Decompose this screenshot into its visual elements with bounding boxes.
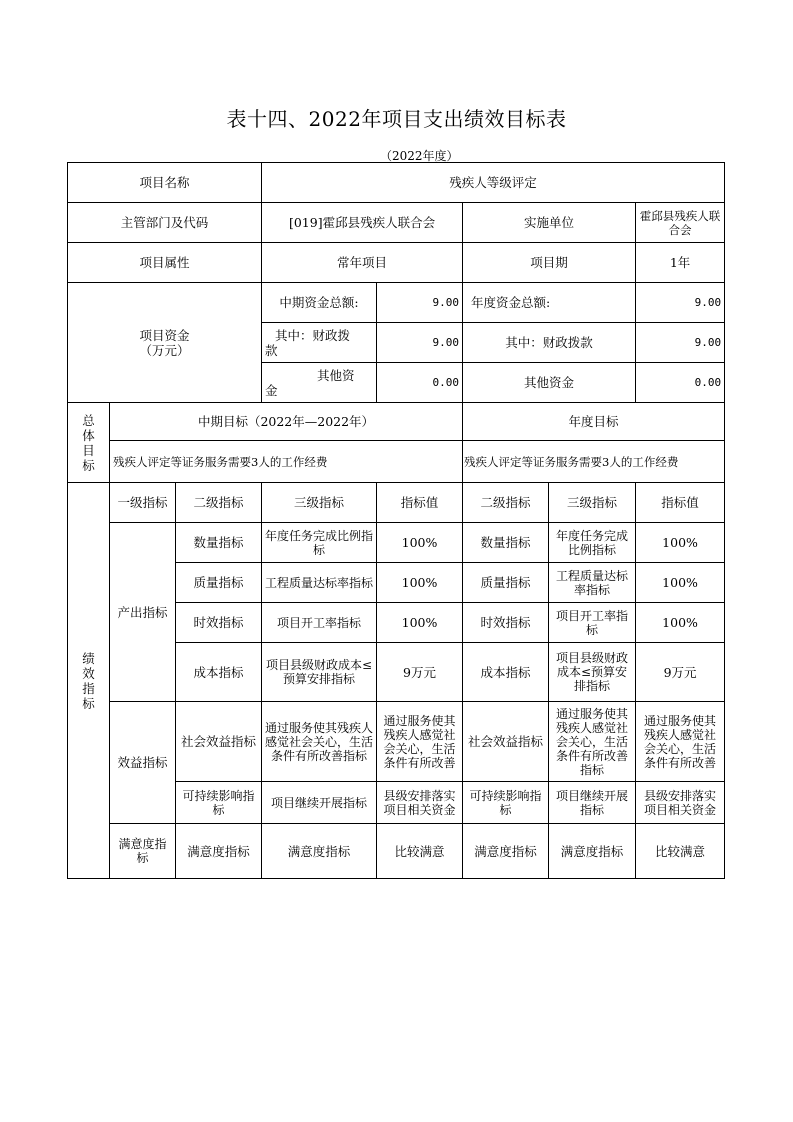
overall-goal-label xyxy=(68,403,110,483)
project-period-label: 项目期 xyxy=(463,243,636,283)
satisfaction-indicator-label: 满意度指标 xyxy=(110,824,176,879)
project-name-label: 项目名称 xyxy=(68,163,262,203)
timeliness-value-annual: 100% xyxy=(636,603,725,643)
implementing-unit-value: 霍邱县残疾人联合会 xyxy=(636,203,725,243)
sustain-l3-annual: 项目继续开展指标 xyxy=(549,782,636,824)
header-value-annual: 指标值 xyxy=(636,483,725,523)
satisfaction-value: 比较满意 xyxy=(377,824,463,879)
cost-l3: 项目县级财政成本≤预算安排指标 xyxy=(262,643,377,702)
row-funds-total xyxy=(68,283,725,323)
social-value: 通过服务使其残疾人感觉社会关心，生活条件有所改善 xyxy=(377,702,463,782)
timeliness-l3: 项目开工率指标 xyxy=(262,603,377,643)
timeliness-l2-annual: 时效指标 xyxy=(463,603,549,643)
cost-l3-annual: 项目县级财政成本≤预算安排指标 xyxy=(549,643,636,702)
mid-fiscal-label xyxy=(262,323,377,363)
quantity-l3-annual: 年度任务完成比例指标 xyxy=(549,523,636,563)
perf-char-3: 指 xyxy=(82,680,95,696)
annual-fiscal-label: 其中：财政拨款 xyxy=(463,323,636,363)
annual-goal-content: 残疾人评定等证务服务需要3人的工作经费 xyxy=(463,441,725,483)
funds-label-line1: 项目资金 xyxy=(139,327,190,343)
satisfaction-l2-annual: 满意度指标 xyxy=(463,824,549,879)
mid-fiscal-value: 9.00 xyxy=(377,323,463,363)
header-level2: 二级指标 xyxy=(176,483,262,523)
project-attribute-value: 常年项目 xyxy=(262,243,463,283)
satisfaction-value-annual: 比较满意 xyxy=(636,824,725,879)
sustain-l2-annual: 可持续影响指标 xyxy=(463,782,549,824)
satisfaction-l2: 满意度指标 xyxy=(176,824,262,879)
mid-fiscal-label-line1: 其中：财政拨 xyxy=(275,327,351,343)
annual-goal-header: 年度目标 xyxy=(463,403,725,441)
funds-label-line2: （万元） xyxy=(139,342,190,358)
quality-l2: 质量指标 xyxy=(176,563,262,603)
header-value: 指标值 xyxy=(377,483,463,523)
social-l3: 通过服务使其残疾人感觉社会关心，生活条件有所改善指标 xyxy=(262,702,377,782)
timeliness-l2: 时效指标 xyxy=(176,603,262,643)
quantity-value: 100% xyxy=(377,523,463,563)
mid-total-label: 中期资金总额: xyxy=(262,283,377,323)
benefit-indicator-label: 效益指标 xyxy=(110,702,176,824)
quantity-value-annual: 100% xyxy=(636,523,725,563)
quantity-l2-annual: 数量指标 xyxy=(463,523,549,563)
row-social xyxy=(68,702,725,782)
annual-total-label: 年度资金总额: xyxy=(463,283,636,323)
performance-indicator-label xyxy=(68,483,110,879)
annual-other-value: 0.00 xyxy=(636,363,725,403)
social-l2-annual: 社会效益指标 xyxy=(463,702,549,782)
quality-l2-annual: 质量指标 xyxy=(463,563,549,603)
output-indicator-label: 产出指标 xyxy=(110,523,176,702)
satisfaction-l3-annual: 满意度指标 xyxy=(549,824,636,879)
social-value-annual: 通过服务使其残疾人感觉社会关心，生活条件有所改善 xyxy=(636,702,725,782)
timeliness-l3-annual: 项目开工率指标 xyxy=(549,603,636,643)
quality-value: 100% xyxy=(377,563,463,603)
row-quantity xyxy=(68,523,725,563)
perf-char-1: 绩 xyxy=(82,650,95,666)
sustain-value: 县级安排落实项目相关资金 xyxy=(377,782,463,824)
row-perf-header xyxy=(68,483,725,523)
annual-total-value: 9.00 xyxy=(636,283,725,323)
cost-l2-annual: 成本指标 xyxy=(463,643,549,702)
project-funds-label xyxy=(68,283,262,403)
mid-goal-header: 中期目标（2022年—2022年） xyxy=(110,403,463,441)
quantity-l2: 数量指标 xyxy=(176,523,262,563)
header-level2-annual: 二级指标 xyxy=(463,483,549,523)
sustain-value-annual: 县级安排落实项目相关资金 xyxy=(636,782,725,824)
quantity-l3: 年度任务完成比例指标 xyxy=(262,523,377,563)
row-overall-content xyxy=(68,441,725,483)
annual-fiscal-value: 9.00 xyxy=(636,323,725,363)
annual-other-label: 其他资金 xyxy=(463,363,636,403)
mid-goal-content: 残疾人评定等证务服务需要3人的工作经费 xyxy=(110,441,463,483)
department-value: [019]霍邱县残疾人联合会 xyxy=(262,203,463,243)
header-level3: 三级指标 xyxy=(262,483,377,523)
implementing-unit-label: 实施单位 xyxy=(463,203,636,243)
sustain-l3: 项目继续开展指标 xyxy=(262,782,377,824)
mid-fiscal-label-line2: 款 xyxy=(265,342,278,358)
mid-other-label-line1: 其他资 xyxy=(317,367,355,383)
overall-char-2: 体 xyxy=(82,427,95,443)
row-project-name xyxy=(68,163,725,203)
year-label: （2022年度） xyxy=(380,149,459,163)
project-attribute-label: 项目属性 xyxy=(68,243,262,283)
perf-char-4: 标 xyxy=(82,695,95,711)
quality-l3-annual: 工程质量达标率指标 xyxy=(549,563,636,603)
sustain-l2: 可持续影响指标 xyxy=(176,782,262,824)
overall-char-1: 总 xyxy=(82,412,95,428)
row-satisfaction xyxy=(68,824,725,879)
social-l2: 社会效益指标 xyxy=(176,702,262,782)
mid-other-value: 0.00 xyxy=(377,363,463,403)
header-level3-annual: 三级指标 xyxy=(549,483,636,523)
mid-total-value: 9.00 xyxy=(377,283,463,323)
department-label: 主管部门及代码 xyxy=(68,203,262,243)
project-period-value: 1年 xyxy=(636,243,725,283)
overall-char-3: 目 xyxy=(82,442,95,458)
mid-other-label xyxy=(262,363,377,403)
page-title: 表十四、2022年项目支出绩效目标表 xyxy=(226,107,567,131)
cost-l2: 成本指标 xyxy=(176,643,262,702)
satisfaction-l3: 满意度指标 xyxy=(262,824,377,879)
row-attribute xyxy=(68,243,725,283)
row-overall-header xyxy=(68,403,725,441)
timeliness-value: 100% xyxy=(377,603,463,643)
cost-value-annual: 9万元 xyxy=(636,643,725,702)
project-name-value: 残疾人等级评定 xyxy=(262,163,725,203)
row-department xyxy=(68,203,725,243)
quality-value-annual: 100% xyxy=(636,563,725,603)
perf-char-2: 效 xyxy=(82,665,95,681)
performance-goal-table xyxy=(67,162,725,879)
cost-value: 9万元 xyxy=(377,643,463,702)
quality-l3: 工程质量达标率指标 xyxy=(262,563,377,603)
social-l3-annual: 通过服务使其残疾人感觉社会关心，生活条件有所改善指标 xyxy=(549,702,636,782)
overall-char-4: 标 xyxy=(82,457,95,473)
header-level1: 一级指标 xyxy=(110,483,176,523)
mid-other-label-line2: 金 xyxy=(265,382,278,398)
